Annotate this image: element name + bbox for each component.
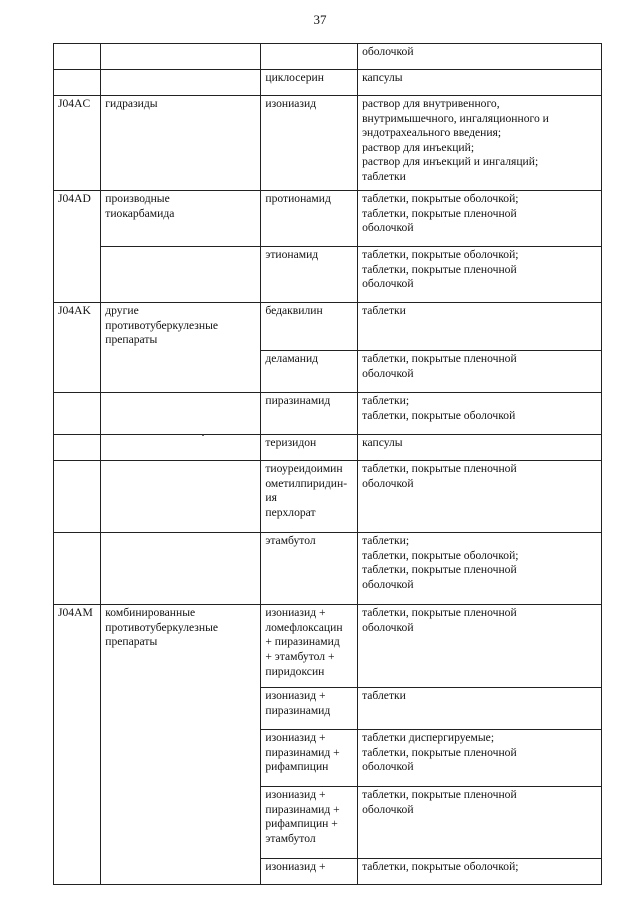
atc-code-cell [54,688,101,730]
atc-code-cell [54,70,101,96]
drug-name-cell: изониазид + пиразинамид [261,688,358,730]
table-row [54,70,602,96]
drug-name-cell: тиоуреидоимин ометилпиридин- ия перхлорат [261,461,358,533]
dosage-form-cell: таблетки, покрытые пленочной оболочкой [358,461,602,533]
drug-name-cell: теризидон [261,435,358,461]
group-name-cell: производные тиокарбамида [101,191,261,247]
table-row [54,247,602,303]
table-row [54,191,602,247]
atc-code-cell: J04AD [54,191,101,247]
drug-name-cell: бедаквилин [261,303,358,351]
drug-name-cell: изониазид + ломефлоксацин + пиразинамид + этамбутол + пиридоксин [261,605,358,688]
drug-name-cell: изониазид + [261,859,358,885]
atc-code-cell: J04AC [54,96,101,191]
table-row [54,96,602,191]
table-row [54,435,602,461]
table-row [54,859,602,885]
atc-code-cell [54,351,101,393]
drug-name-cell: циклосерин [261,70,358,96]
scan-speck [202,434,204,436]
drug-name-cell: деламанид [261,351,358,393]
group-name-cell [101,859,261,885]
group-name-cell [101,351,261,393]
atc-code-cell [54,247,101,303]
dosage-form-cell: таблетки; таблетки, покрытые оболочкой; таблетки, покрытые пленочной оболочкой [358,533,602,605]
dosage-form-cell: таблетки, покрытые оболочкой; таблетки, покрытые пленочной оболочкой [358,191,602,247]
table-row [54,461,602,533]
group-name-cell: другие противотуберкулезные препараты [101,303,261,351]
table-row [54,303,602,351]
dosage-form-cell: таблетки диспергируемые; таблетки, покрытые пленочной оболочкой [358,730,602,787]
group-name-cell [101,730,261,787]
drug-name-cell [261,44,358,70]
table-row [54,533,602,605]
dosage-form-cell: таблетки, покрытые пленочной оболочкой [358,351,602,393]
table-row [54,351,602,393]
drug-name-cell: пиразинамид [261,393,358,435]
drug-name-cell: этионамид [261,247,358,303]
group-name-cell: комбинированные противотуберкулезные препараты [101,605,261,688]
table-row [54,605,602,688]
dosage-form-cell: таблетки, покрытые пленочной оболочкой [358,787,602,859]
dosage-form-cell: оболочкой [358,44,602,70]
dosage-form-cell: таблетки, покрытые оболочкой; [358,859,602,885]
group-name-cell [101,533,261,605]
dosage-form-cell: таблетки, покрытые оболочкой; таблетки, покрытые пленочной оболочкой [358,247,602,303]
atc-code-cell: J04AK [54,303,101,351]
dosage-form-cell: таблетки, покрытые пленочной оболочкой [358,605,602,688]
group-name-cell [101,787,261,859]
atc-code-cell [54,859,101,885]
atc-code-cell [54,533,101,605]
table-row [54,44,602,70]
drug-table [53,43,602,885]
table-body [54,44,602,885]
drug-name-cell: изониазид + пиразинамид + рифампицин [261,730,358,787]
dosage-form-cell: капсулы [358,435,602,461]
group-name-cell [101,435,261,461]
dosage-form-cell: таблетки [358,688,602,730]
group-name-cell [101,247,261,303]
group-name-cell [101,70,261,96]
atc-code-cell [54,730,101,787]
drug-name-cell: изониазид + пиразинамид + рифампицин + этамбутол [261,787,358,859]
table-row [54,787,602,859]
table-row [54,688,602,730]
group-name-cell [101,393,261,435]
table-row [54,730,602,787]
atc-code-cell: J04AM [54,605,101,688]
atc-code-cell [54,787,101,859]
group-name-cell [101,461,261,533]
table-row [54,393,602,435]
dosage-form-cell: таблетки [358,303,602,351]
group-name-cell [101,688,261,730]
drug-name-cell: изониазид [261,96,358,191]
dosage-form-cell: раствор для внутривенного, внутримышечного, ингаляционного и эндотрахеального введения; раствор для инъекций; раствор для инъекций и ингаляций; таблетки [358,96,602,191]
dosage-form-cell: капсулы [358,70,602,96]
atc-code-cell [54,44,101,70]
atc-code-cell [54,461,101,533]
group-name-cell: гидразиды [101,96,261,191]
drug-name-cell: протионамид [261,191,358,247]
drug-name-cell: этамбутол [261,533,358,605]
page-number: 37 [313,12,327,27]
group-name-cell [101,44,261,70]
atc-code-cell [54,393,101,435]
atc-code-cell [54,435,101,461]
dosage-form-cell: таблетки; таблетки, покрытые оболочкой [358,393,602,435]
